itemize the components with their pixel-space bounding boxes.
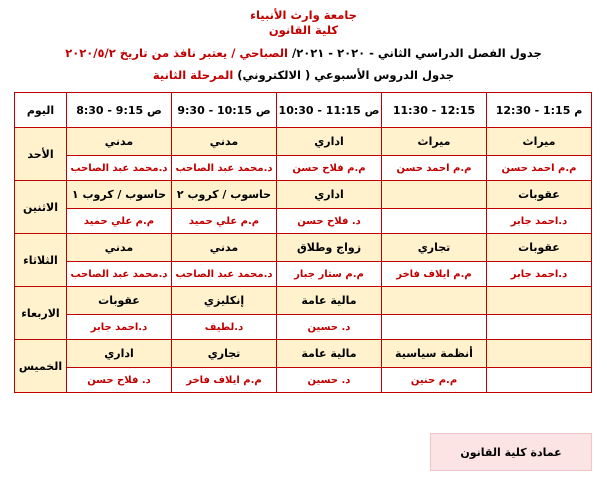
subject-cell: حاسوب / كروب ١ (67, 181, 172, 209)
subject-cell: مدني (172, 128, 277, 156)
time-slot-header-1: 12:15 - 11:30 (382, 93, 487, 128)
teacher-cell: م.م علي حميد (67, 209, 172, 234)
day-cell: الأحد (15, 128, 67, 181)
day-cell: الاربعاء (15, 287, 67, 340)
subject-cell: مدني (172, 234, 277, 262)
subject-cell: زواج وطلاق (277, 234, 382, 262)
subject-cell (487, 287, 592, 315)
day-cell: الاثنين (15, 181, 67, 234)
day-header: اليوم (15, 93, 67, 128)
teacher-cell (382, 209, 487, 234)
teacher-cell (487, 315, 592, 340)
subject-cell: مدني (67, 234, 172, 262)
subject-cell (382, 287, 487, 315)
subject-cell: مالية عامة (277, 340, 382, 368)
weekly-schedule-table (14, 92, 592, 393)
schedule-stage: المرحلة الثانية (152, 68, 234, 82)
time-slot-header-0: م 1:15 - 12:30 (487, 93, 592, 128)
subject-cell: أنظمة سياسية (382, 340, 487, 368)
teacher-cell: م.م احمد حسن (382, 156, 487, 181)
teacher-cell: م.م علي حميد (172, 209, 277, 234)
teacher-cell: د.احمد جابر (487, 262, 592, 287)
subject-cell: حاسوب / كروب ٢ (172, 181, 277, 209)
term-suffix: / يعتبر نافذ من تاريخ ٢٠٢٠/٥/٢ (65, 46, 240, 60)
teacher-cell: د.احمد جابر (67, 315, 172, 340)
table-row (15, 209, 592, 234)
subject-cell: إنكليزي (172, 287, 277, 315)
subject-cell: عقوبات (487, 234, 592, 262)
table-header-row (15, 93, 592, 128)
day-cell: الثلاثاء (15, 234, 67, 287)
subject-cell: ميراث (382, 128, 487, 156)
teacher-cell: م.م ايلاف فاخر (382, 262, 487, 287)
schedule-prefix: جدول الدروس الأسبوعي ( الالكتروني) (233, 68, 455, 82)
teacher-cell: د.لطيف (172, 315, 277, 340)
teacher-cell: م.م احمد حسن (487, 156, 592, 181)
table-row (15, 368, 592, 393)
teacher-cell: د.محمد عبد الصاحب (67, 262, 172, 287)
schedule-line (0, 67, 607, 83)
subject-cell: عقوبات (487, 181, 592, 209)
teacher-cell: م.م ايلاف فاخر (172, 368, 277, 393)
teacher-cell: د. حسين (277, 315, 382, 340)
teacher-cell: د. فلاح حسن (277, 209, 382, 234)
time-slot-header-4: ص 9:15 - 8:30 (67, 93, 172, 128)
subject-cell: مالية عامة (277, 287, 382, 315)
deanship-stamp (430, 433, 592, 471)
college-name: كلية القانون (268, 23, 339, 37)
teacher-cell: م.م حنين (382, 368, 487, 393)
teacher-cell: م.م فلاح حسن (277, 156, 382, 181)
university-name: جامعة وارث الأنبياء (250, 8, 357, 22)
term-shift: الصباحي (239, 46, 288, 60)
table-row (15, 315, 592, 340)
subject-cell: عقوبات (67, 287, 172, 315)
term-line (0, 45, 607, 61)
subject-cell: اداري (67, 340, 172, 368)
time-slot-header-2: ص 11:15 - 10:30 (277, 93, 382, 128)
subject-cell (382, 181, 487, 209)
teacher-cell: د. حسين (277, 368, 382, 393)
teacher-cell: د. فلاح حسن (67, 368, 172, 393)
table-row (15, 287, 592, 315)
teacher-cell: د.محمد عبد الصاحب (172, 156, 277, 181)
teacher-cell: د.احمد جابر (487, 209, 592, 234)
subject-cell: ميراث (487, 128, 592, 156)
teacher-cell (487, 368, 592, 393)
subject-cell (487, 340, 592, 368)
subject-cell: تجاري (172, 340, 277, 368)
teacher-cell: د.محمد عبد الصاحب (172, 262, 277, 287)
table-row (15, 156, 592, 181)
table-row (15, 181, 592, 209)
subject-cell: اداري (277, 128, 382, 156)
subject-cell: مدني (67, 128, 172, 156)
subject-cell: تجاري (382, 234, 487, 262)
subject-cell: اداري (277, 181, 382, 209)
time-slot-header-3: ص 10:15 - 9:30 (172, 93, 277, 128)
day-cell: الخميس (15, 340, 67, 393)
table-row (15, 128, 592, 156)
schedule-table-wrap (15, 92, 592, 393)
table-row (15, 262, 592, 287)
term-prefix: جدول الفصل الدراسي الثاني - ٢٠٢٠ - ٢٠٢١/ (287, 46, 542, 60)
table-row (15, 340, 592, 368)
table-row (15, 234, 592, 262)
teacher-cell: د.محمد عبد الصاحب (67, 156, 172, 181)
teacher-cell (382, 315, 487, 340)
document-header (0, 0, 607, 83)
teacher-cell: م.م ستار جبار (277, 262, 382, 287)
deanship-label: عمادة كلية القانون (460, 445, 562, 459)
